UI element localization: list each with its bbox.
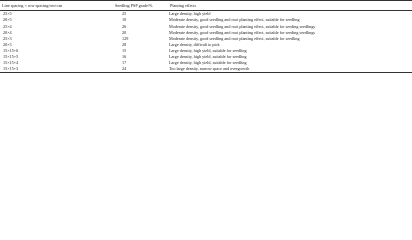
header-planting-effects: Planting effects: [170, 2, 197, 8]
cell-psp-grade: 10: [122, 17, 127, 23]
cell-line-spacing: 20×5: [3, 17, 12, 23]
data-table-container: [0, 0, 412, 100]
cell-planting-effect: Moderate density, good seedling and root planting effect, suitable for seeding seedlings: [169, 29, 316, 35]
cell-planting-effect: Moderate density, good seedling and root planting effect, suitable for seedling: [169, 35, 300, 41]
table-header-row: [0, 1, 412, 11]
planting-effects-table: [0, 0, 412, 73]
cell-planting-effect: Large density, high yield, suitable for seedling: [169, 54, 247, 60]
table-row: [0, 66, 412, 73]
cell-planting-effect: Large density, difficult to pick: [169, 41, 220, 47]
cell-psp-grade: 25: [122, 11, 127, 17]
cell-psp-grade: 20: [122, 29, 127, 35]
cell-psp-grade: 28: [122, 41, 127, 47]
cell-psp-grade: 129: [122, 35, 129, 41]
cell-psp-grade: 16: [122, 54, 127, 60]
cell-line-spacing: 15×15+4: [3, 60, 19, 66]
cell-psp-grade: 15: [122, 47, 127, 53]
header-line-spacing: Line spacing × row spacing/cm×cm: [2, 2, 63, 8]
header-psp-grade: Seedling PSP grade/%: [115, 2, 153, 8]
table-row: [0, 11, 412, 18]
cell-line-spacing: 25×5: [3, 11, 12, 17]
cell-line-spacing: 15×15+6: [3, 47, 19, 53]
cell-psp-grade: 17: [122, 60, 127, 66]
cell-line-spacing: 25×4: [3, 23, 12, 29]
cell-planting-effect: Too large density, narrow space and overgrowth: [169, 66, 250, 72]
cell-line-spacing: 20×3: [3, 41, 12, 47]
cell-line-spacing: 20×4: [3, 29, 12, 35]
cell-psp-grade: 24: [122, 66, 127, 72]
cell-psp-grade: 26: [122, 23, 127, 29]
cell-planting-effect: Large density, high yield, suitable for seedling: [169, 60, 247, 66]
cell-planting-effect: Moderate density, good seedling and root planting effect, suitable for seedling: [169, 17, 300, 23]
cell-planting-effect: Moderate density, good seedling and root planting effect, suitable for seeding seedlings: [169, 23, 316, 29]
cell-line-spacing: 15×15+5: [3, 54, 19, 60]
cell-planting-effect: Large density, high yield, suitable for seedling: [169, 47, 247, 53]
cell-planting-effect: Large density, high yield: [169, 11, 211, 17]
cell-line-spacing: 15×15+3: [3, 66, 19, 72]
cell-line-spacing: 25×3: [3, 35, 12, 41]
